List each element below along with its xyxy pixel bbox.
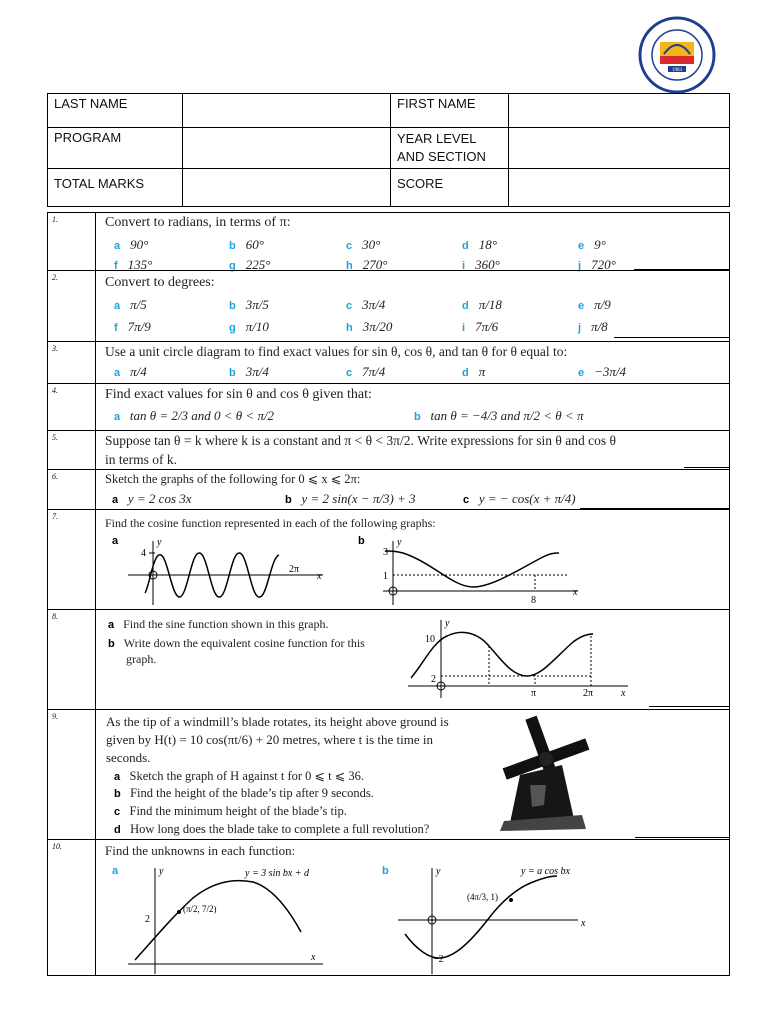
y-label: y bbox=[436, 866, 441, 877]
item-label: d bbox=[462, 240, 469, 252]
question-number: 8. bbox=[48, 610, 96, 709]
item-label: e bbox=[578, 240, 585, 252]
item-label: h bbox=[346, 260, 353, 272]
item-value: 7π/6 bbox=[475, 319, 499, 334]
item-label: h bbox=[346, 322, 353, 334]
item bbox=[114, 319, 151, 335]
x-label: x bbox=[581, 918, 586, 929]
part-text: Write down the equivalent cosine function for this bbox=[123, 636, 365, 650]
question-3 bbox=[47, 341, 730, 384]
y-tick-10: 10 bbox=[425, 634, 435, 645]
item bbox=[578, 319, 608, 335]
last-name-field[interactable] bbox=[183, 94, 391, 128]
item bbox=[462, 297, 502, 313]
item-label: b bbox=[229, 240, 236, 252]
question-text-line2: given by H(t) = 10 cos(πt/6) + 20 metres, where t is the time in bbox=[106, 732, 434, 747]
item-label: b bbox=[229, 367, 236, 379]
part-text: tan θ = 2/3 and 0 < θ < π/2 bbox=[129, 408, 275, 423]
svg-text:1983: 1983 bbox=[672, 68, 682, 73]
year-level-label: YEAR LEVEL AND SECTION bbox=[391, 128, 509, 169]
question-4 bbox=[47, 383, 730, 431]
x-tick-pi: π bbox=[531, 688, 537, 699]
question-text: Find exact values for sin θ and cos θ given that: bbox=[105, 387, 372, 402]
total-marks-label: TOTAL MARKS bbox=[48, 169, 183, 207]
x-tick-2pi: 2π bbox=[289, 564, 300, 575]
item-value: 90° bbox=[130, 237, 149, 252]
item bbox=[578, 364, 626, 380]
item bbox=[114, 297, 147, 313]
item-value: 135° bbox=[127, 257, 153, 272]
item bbox=[346, 364, 385, 380]
question-text: Find the unknowns in each function: bbox=[105, 843, 296, 858]
question-number: 9. bbox=[48, 710, 96, 839]
part-label: b bbox=[358, 535, 365, 547]
item-label: g bbox=[229, 260, 236, 272]
question-number: 5. bbox=[48, 431, 96, 469]
question-text: Convert to degrees: bbox=[105, 275, 215, 290]
part-label: a bbox=[108, 619, 115, 631]
first-name-field[interactable] bbox=[509, 94, 730, 128]
item bbox=[114, 364, 147, 380]
item bbox=[229, 237, 264, 253]
part-text: tan θ = −4/3 and π/2 < θ < π bbox=[430, 408, 584, 423]
answer-line[interactable] bbox=[614, 337, 729, 338]
item-label: j bbox=[578, 260, 582, 272]
answer-line[interactable] bbox=[649, 706, 729, 707]
question-7 bbox=[47, 509, 730, 610]
item-value: −3π/4 bbox=[594, 364, 627, 379]
question-text-line2: in terms of k. bbox=[105, 452, 177, 467]
item-label: d bbox=[462, 300, 469, 312]
item-value: 3π/4 bbox=[362, 297, 386, 312]
equation-label: y = a cos bx bbox=[521, 866, 570, 877]
y-tick-2: 2 bbox=[431, 674, 436, 685]
item-label: a bbox=[114, 300, 121, 312]
part-text: Find the minimum height of the blade’s tip. bbox=[129, 804, 347, 818]
part-text: y = − cos(x + π/4) bbox=[478, 491, 576, 506]
y-tick-3: 3 bbox=[383, 547, 388, 558]
question-2 bbox=[47, 270, 730, 342]
item-label: c bbox=[346, 300, 353, 312]
item bbox=[346, 237, 380, 253]
cosine-graph-b bbox=[393, 864, 613, 976]
item-value: π/10 bbox=[245, 319, 269, 334]
part-label: c bbox=[463, 494, 470, 506]
part-text-cont: graph. bbox=[126, 652, 157, 666]
x-label: x bbox=[311, 952, 316, 963]
question-number: 4. bbox=[48, 384, 96, 430]
question-number: 10. bbox=[48, 840, 96, 975]
item bbox=[346, 297, 385, 313]
question-number: 3. bbox=[48, 342, 96, 383]
year-level-field[interactable] bbox=[509, 128, 730, 169]
item-value: 7π/4 bbox=[362, 364, 386, 379]
score-field[interactable] bbox=[509, 169, 730, 207]
item-value: π/5 bbox=[130, 297, 147, 312]
item-label: i bbox=[462, 322, 466, 334]
part-label: c bbox=[114, 806, 121, 818]
question-10 bbox=[47, 839, 730, 976]
part-label: d bbox=[114, 824, 121, 836]
question-text-line1: As the tip of a windmill’s blade rotates, its height above ground is bbox=[106, 714, 449, 729]
answer-line[interactable] bbox=[635, 837, 729, 838]
item-value: 30° bbox=[362, 237, 381, 252]
item-label: a bbox=[114, 240, 121, 252]
cosine-curve bbox=[405, 876, 557, 958]
item-value: 9° bbox=[594, 237, 606, 252]
item-value: π/8 bbox=[591, 319, 608, 334]
item bbox=[229, 297, 269, 313]
item bbox=[462, 237, 497, 253]
part-label: a bbox=[112, 865, 119, 877]
equation-label: y = 3 sin bx + d bbox=[245, 868, 310, 879]
part-label: b bbox=[382, 865, 389, 877]
item-value: π/9 bbox=[594, 297, 611, 312]
item-label: j bbox=[578, 322, 582, 334]
item-label: i bbox=[462, 260, 466, 272]
question-number: 2. bbox=[48, 271, 96, 341]
point-label: (4π/3, 1) bbox=[467, 892, 499, 902]
cosine-graph-b bbox=[373, 537, 593, 607]
x-tick-8: 8 bbox=[531, 595, 536, 606]
part-label: a bbox=[112, 494, 119, 506]
student-info-table bbox=[47, 93, 730, 207]
part-label: b bbox=[114, 788, 121, 800]
windmill-image bbox=[490, 715, 600, 831]
item bbox=[346, 319, 392, 335]
item-label: e bbox=[578, 367, 585, 379]
y-tick-1: 1 bbox=[383, 571, 388, 582]
item-value: π/18 bbox=[478, 297, 502, 312]
item-value: 3π/5 bbox=[245, 297, 269, 312]
part-text: Find the height of the blade’s tip after 9 seconds. bbox=[130, 786, 374, 800]
item-label: b bbox=[229, 300, 236, 312]
question-text: Sketch the graphs of the following for 0 ⩽ x ⩽ 2π: bbox=[105, 472, 361, 486]
part-text: y = 2 sin(x − π/3) + 3 bbox=[301, 491, 416, 506]
y-label: y bbox=[397, 537, 402, 548]
question-text-line3: seconds. bbox=[106, 750, 151, 765]
y-label: y bbox=[159, 866, 164, 877]
sine-curve bbox=[135, 881, 301, 960]
item-value: π bbox=[478, 364, 486, 379]
x-label: x bbox=[573, 587, 578, 598]
part-text: Sketch the graph of H against t for 0 ⩽ t ⩽ 36. bbox=[129, 769, 364, 783]
item bbox=[578, 297, 611, 313]
item-label: f bbox=[114, 260, 118, 272]
item-label: g bbox=[229, 322, 236, 334]
item-value: 18° bbox=[478, 237, 497, 252]
y-tick-4: 4 bbox=[141, 548, 146, 559]
total-marks-field[interactable] bbox=[183, 169, 391, 207]
last-name-label: LAST NAME bbox=[48, 94, 183, 128]
item-label: c bbox=[346, 367, 353, 379]
part-text: Find the sine function shown in this graph. bbox=[123, 617, 329, 631]
item bbox=[114, 237, 148, 253]
sine-graph-a bbox=[123, 864, 343, 976]
item-value: 3π/20 bbox=[362, 319, 393, 334]
y-tick-2: 2 bbox=[145, 914, 150, 925]
question-number: 6. bbox=[48, 470, 96, 509]
question-number: 7. bbox=[48, 510, 96, 609]
part-label: b bbox=[285, 494, 292, 506]
question-9 bbox=[47, 709, 730, 840]
answer-line[interactable] bbox=[684, 467, 729, 468]
item-value: π/4 bbox=[130, 364, 147, 379]
score-label: SCORE bbox=[391, 169, 509, 207]
item-label: c bbox=[346, 240, 353, 252]
cosine-graph-a bbox=[123, 537, 333, 607]
question-5 bbox=[47, 430, 730, 470]
item-value: 360° bbox=[475, 257, 500, 272]
sine-curve bbox=[411, 632, 593, 678]
part-label: b bbox=[108, 638, 115, 650]
item bbox=[229, 364, 269, 380]
item-value: 225° bbox=[245, 257, 271, 272]
x-label: x bbox=[317, 571, 322, 582]
item-value: 720° bbox=[591, 257, 616, 272]
y-tick-minus2: −2 bbox=[433, 954, 444, 965]
item-value: 60° bbox=[245, 237, 264, 252]
x-tick-2pi: 2π bbox=[583, 688, 594, 699]
item-value: 3π/4 bbox=[245, 364, 269, 379]
item-label: f bbox=[114, 322, 118, 334]
first-name-label: FIRST NAME bbox=[391, 94, 509, 128]
question-8 bbox=[47, 609, 730, 710]
item bbox=[462, 319, 498, 335]
cosine-curve bbox=[385, 551, 559, 587]
item-label: e bbox=[578, 300, 585, 312]
y-label: y bbox=[157, 537, 162, 548]
sine-graph bbox=[403, 614, 633, 700]
part-text: How long does the blade take to complete a full revolution? bbox=[130, 822, 430, 836]
question-text: Convert to radians, in terms of π: bbox=[105, 215, 291, 230]
program-label: PROGRAM bbox=[48, 128, 183, 169]
question-6 bbox=[47, 469, 730, 510]
university-seal-logo bbox=[638, 16, 716, 94]
part-label: a bbox=[114, 771, 121, 783]
program-field[interactable] bbox=[183, 128, 391, 169]
item-label: d bbox=[462, 367, 469, 379]
item-value: 7π/9 bbox=[127, 319, 151, 334]
question-text-line1: Suppose tan θ = k where k is a constant and π < θ < 3π/2. Write expressions for sin θ and cos θ bbox=[105, 433, 616, 448]
y-label: y bbox=[445, 618, 450, 629]
question-number: 1. bbox=[48, 213, 96, 270]
item-label: a bbox=[114, 367, 121, 379]
part-text: y = 2 cos 3x bbox=[127, 491, 192, 506]
item bbox=[229, 319, 269, 335]
part-label: a bbox=[114, 411, 121, 423]
question-text: Find the cosine function represented in each of the following graphs: bbox=[105, 516, 436, 530]
item bbox=[462, 364, 485, 380]
item bbox=[578, 237, 606, 253]
part-label: a bbox=[112, 535, 119, 547]
point-label: (π/2, 7/2) bbox=[183, 904, 217, 914]
item-value: 270° bbox=[362, 257, 388, 272]
x-label: x bbox=[621, 688, 626, 699]
part-label: b bbox=[414, 411, 421, 423]
question-text: Use a unit circle diagram to find exact values for sin θ, cos θ, and tan θ for θ equal to: bbox=[105, 344, 568, 359]
question-1 bbox=[47, 212, 730, 271]
